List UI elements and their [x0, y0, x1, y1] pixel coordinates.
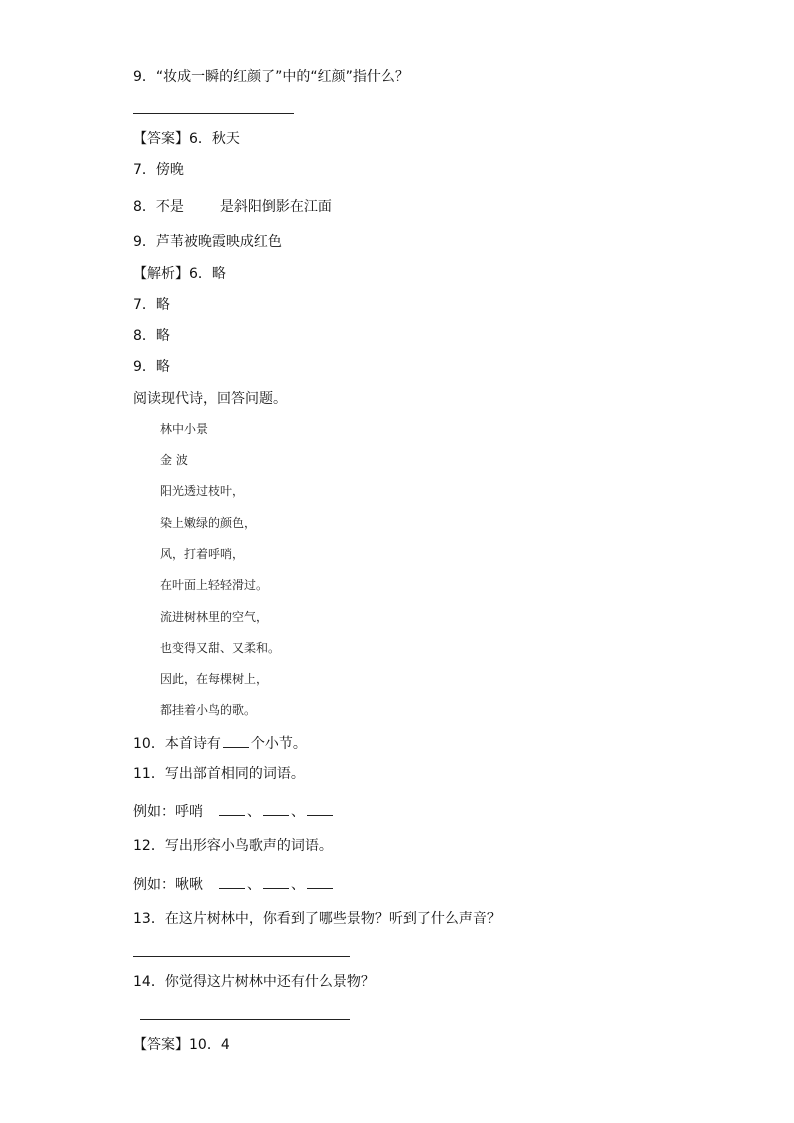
- answer-8-right: 是斜阳倒影在江面: [219, 199, 332, 215]
- separator: 、: [247, 804, 261, 820]
- separator: 、: [291, 877, 305, 893]
- poem-line: 在叶面上轻轻滑过。: [160, 578, 269, 592]
- analysis-6: [133, 265, 226, 283]
- poem-line: 流进树林里的空气，: [160, 610, 269, 624]
- answer-8: [133, 198, 332, 216]
- answer-9: 9．芦苇被晚霞映成红色: [133, 234, 282, 250]
- question-12-example: [133, 874, 335, 894]
- analysis-6-text: 6．略: [189, 266, 226, 282]
- answer-6-text: 6．秋天: [189, 131, 240, 147]
- fill-blank[interactable]: [219, 801, 245, 816]
- answer-tag: 【答案】: [133, 1037, 189, 1053]
- separator: 、: [247, 877, 261, 893]
- question-13: 13．在这片树林中，你看到了哪些景物？听到了什么声音？: [133, 911, 501, 927]
- question-9: 9．“妆成一瞬的红颜了”中的“红颜”指什么？: [133, 69, 409, 85]
- example-word: 例如：呼哨: [133, 804, 203, 820]
- question-10-before: 10．本首诗有: [133, 736, 221, 752]
- question-12: 12．写出形容小鸟歌声的词语。: [133, 838, 333, 854]
- analysis-tag: 【解析】: [133, 266, 189, 282]
- answer-line-q13: [133, 956, 350, 957]
- fill-blank[interactable]: [219, 874, 245, 889]
- answer-tag: 【答案】: [133, 131, 189, 147]
- poem-author: 金 波: [160, 453, 188, 467]
- question-10-after: 个小节。: [250, 736, 307, 752]
- answer-10: [133, 1036, 230, 1054]
- answer-7: 7．傍晚: [133, 162, 184, 178]
- question-10: [133, 733, 307, 753]
- poem-line: 染上嫩绿的颜色，: [160, 516, 257, 530]
- poem-title: 林中小景: [160, 422, 209, 436]
- poem-line: 因此，在每棵树上，: [160, 672, 269, 686]
- poem-line: 风，打着呼哨，: [160, 547, 245, 561]
- fill-blank[interactable]: [307, 874, 333, 889]
- question-14: 14．你觉得这片树林中还有什么景物？: [133, 974, 375, 990]
- answer-line-q9: [133, 113, 294, 114]
- question-11-example: [133, 801, 335, 821]
- analysis-7: 7．略: [133, 297, 170, 313]
- poem-line: 阳光透过枝叶，: [160, 484, 245, 498]
- separator: 、: [291, 804, 305, 820]
- answer-line-q14: [140, 1019, 350, 1020]
- fill-blank[interactable]: [223, 733, 249, 748]
- answer-8-left: 8．不是: [133, 199, 184, 215]
- poem-line: 也变得又甜、又柔和。: [160, 641, 281, 655]
- question-11: 11．写出部首相同的词语。: [133, 766, 305, 782]
- fill-blank[interactable]: [263, 874, 289, 889]
- answer-6: [133, 130, 240, 148]
- reading-instruction: 阅读现代诗，回答问题。: [133, 391, 287, 407]
- answer-10-text: 10．4: [189, 1037, 230, 1053]
- poem-line: 都挂着小鸟的歌。: [160, 703, 257, 717]
- example-word: 例如：啾啾: [133, 877, 203, 893]
- fill-blank[interactable]: [263, 801, 289, 816]
- analysis-9: 9．略: [133, 359, 170, 375]
- fill-blank[interactable]: [307, 801, 333, 816]
- analysis-8: 8．略: [133, 328, 170, 344]
